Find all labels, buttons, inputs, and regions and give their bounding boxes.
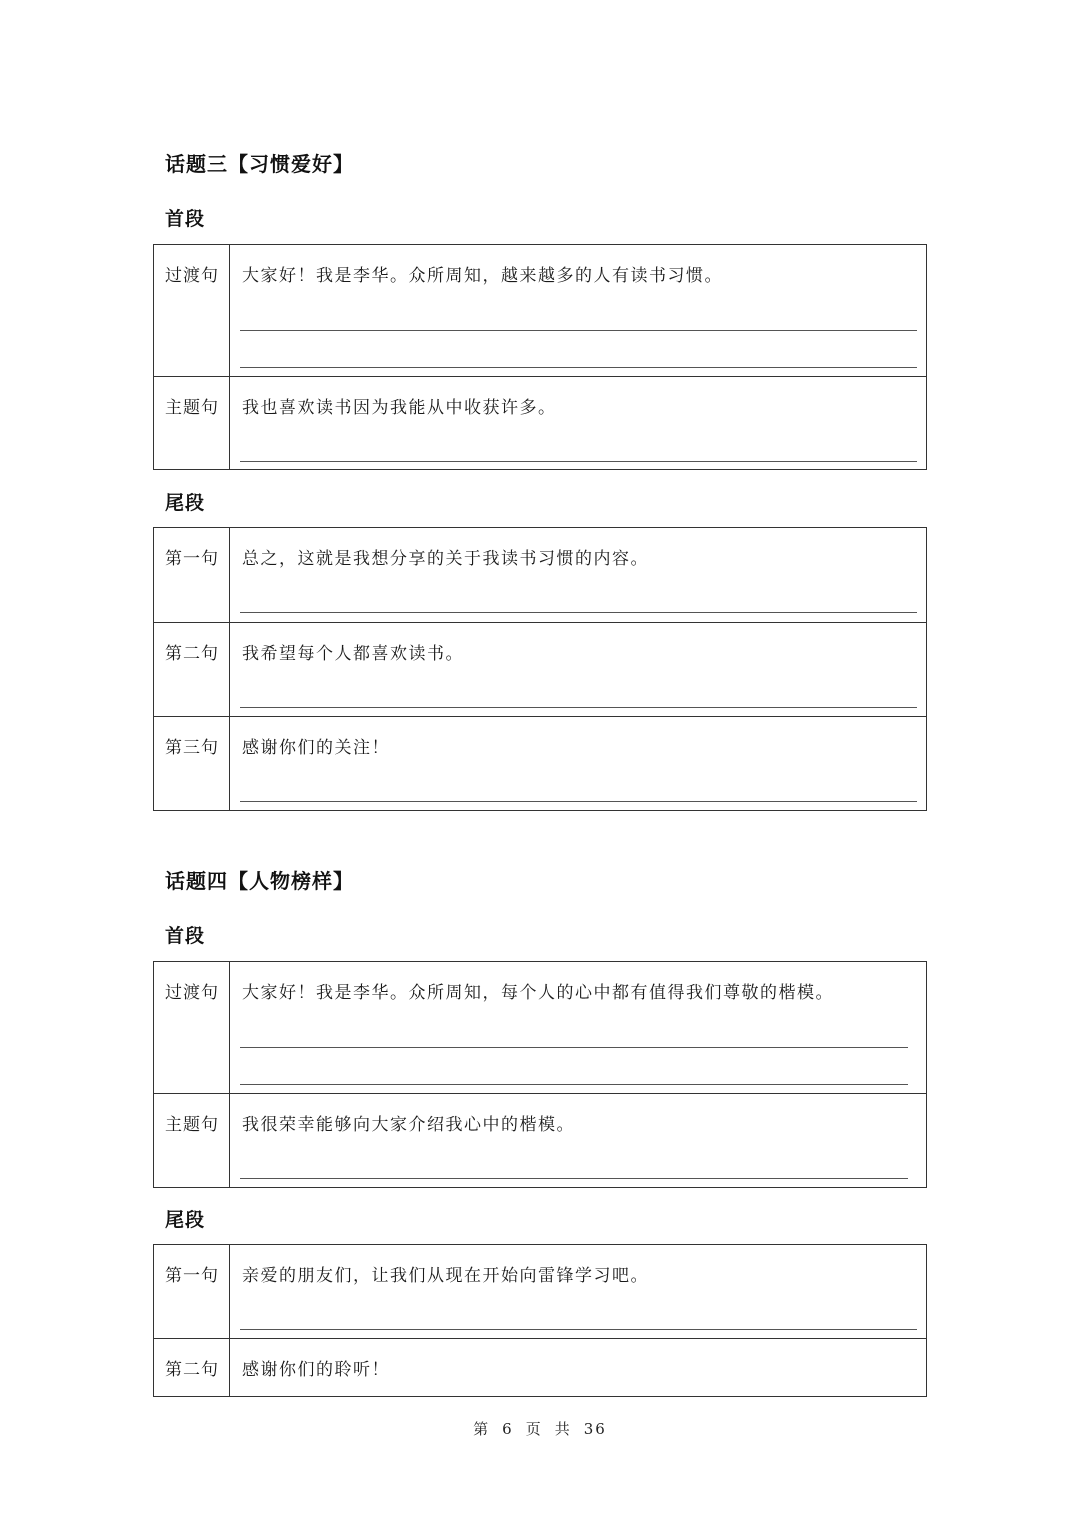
row-content: [230, 377, 927, 470]
topic4-title: 话题四【人物榜样】: [165, 869, 354, 893]
topic4-first-table: [153, 961, 927, 1188]
topic3-first-table: [153, 244, 927, 470]
writing-line[interactable]: [240, 1047, 908, 1048]
row-label: 第二句: [154, 623, 230, 717]
table-row: [154, 528, 927, 623]
footer-ye: 页: [525, 1420, 543, 1438]
writing-line[interactable]: [240, 1084, 908, 1085]
topic3-first-section-heading: 首段: [165, 208, 206, 230]
writing-line[interactable]: [240, 801, 917, 802]
sentence-text: 我很荣幸能够向大家介绍我心中的楷模。: [242, 1115, 575, 1135]
row-content: [230, 1094, 927, 1188]
topic4-last-table: [153, 1244, 927, 1397]
page-number: 6: [502, 1420, 514, 1438]
writing-line[interactable]: [240, 330, 917, 331]
topic4-last-section-heading: 尾段: [165, 1209, 206, 1231]
table-row: [154, 717, 927, 811]
table-row: [154, 623, 927, 717]
sentence-text: 感谢你们的关注！: [242, 738, 390, 758]
topic3-title: 话题三【习惯爱好】: [165, 152, 354, 176]
footer-gong: 共: [554, 1420, 572, 1438]
topic3-last-table: [153, 527, 927, 811]
writing-line[interactable]: [240, 461, 917, 462]
footer-di: 第: [473, 1420, 491, 1438]
row-label: 主题句: [154, 1094, 230, 1188]
row-label: 主题句: [154, 377, 230, 470]
sentence-text: 感谢你们的聆听！: [242, 1360, 390, 1380]
table-row: [154, 1094, 927, 1188]
row-content: [230, 245, 927, 377]
row-content: [230, 1245, 927, 1339]
table-row: [154, 245, 927, 377]
table-row: [154, 377, 927, 470]
table-row: [154, 962, 927, 1094]
row-content: [230, 1339, 927, 1397]
row-label: 第三句: [154, 717, 230, 811]
sentence-text: 我也喜欢读书因为我能从中收获许多。: [242, 398, 557, 418]
sentence-text: 大家好！我是李华。众所周知，每个人的心中都有值得我们尊敬的楷模。: [242, 983, 834, 1003]
row-label: 第一句: [154, 528, 230, 623]
sentence-text: 亲爱的朋友们，让我们从现在开始向雷锋学习吧。: [242, 1266, 649, 1286]
sentence-text: 我希望每个人都喜欢读书。: [242, 644, 464, 664]
topic3-last-section-heading: 尾段: [165, 492, 206, 514]
table-row: [154, 1339, 927, 1397]
row-label: 第一句: [154, 1245, 230, 1339]
writing-line[interactable]: [240, 1329, 917, 1330]
row-content: [230, 962, 927, 1094]
topic4-first-section-heading: 首段: [165, 925, 206, 947]
writing-line[interactable]: [240, 1178, 908, 1179]
page-footer: [0, 1418, 1080, 1439]
writing-line[interactable]: [240, 612, 917, 613]
row-content: [230, 623, 927, 717]
table-row: [154, 1245, 927, 1339]
row-content: [230, 717, 927, 811]
row-label: 第二句: [154, 1339, 230, 1397]
writing-line[interactable]: [240, 707, 917, 708]
sentence-text: 大家好！我是李华。众所周知，越来越多的人有读书习惯。: [242, 266, 723, 286]
row-label: 过渡句: [154, 962, 230, 1094]
writing-line[interactable]: [240, 367, 917, 368]
row-label: 过渡句: [154, 245, 230, 377]
page-total: 36: [583, 1420, 607, 1438]
sentence-text: 总之，这就是我想分享的关于我读书习惯的内容。: [242, 549, 649, 569]
row-content: [230, 528, 927, 623]
